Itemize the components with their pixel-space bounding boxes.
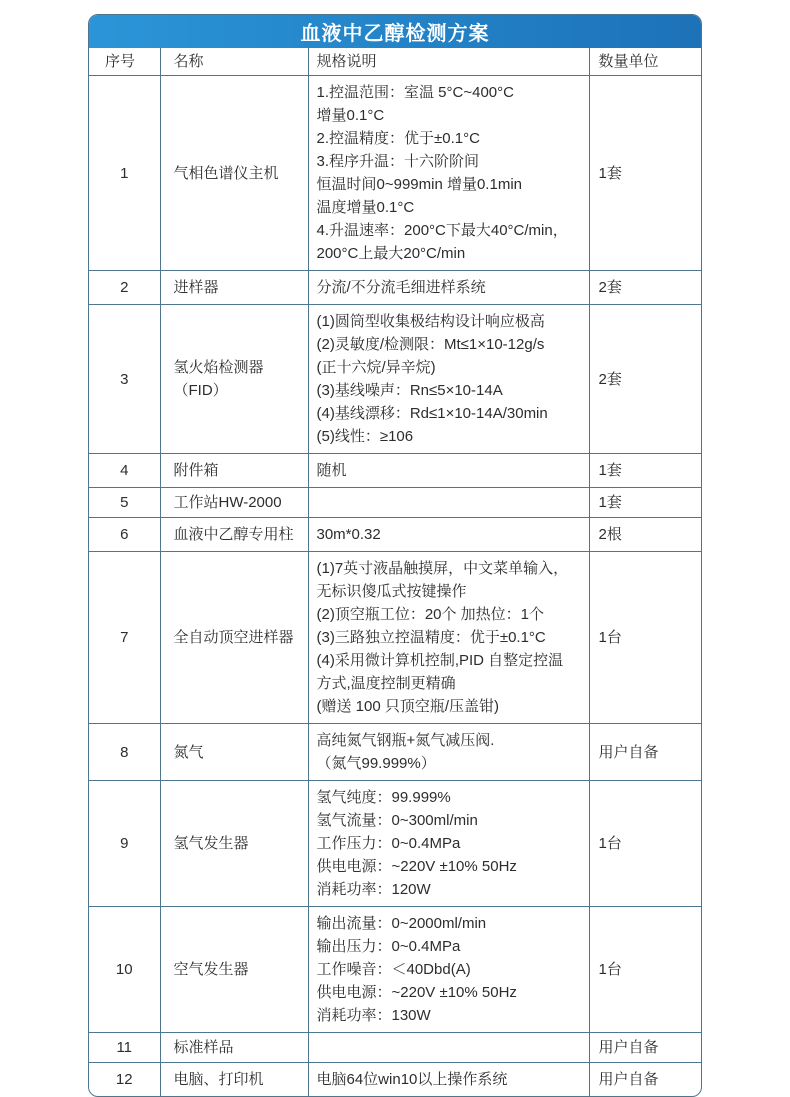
row-number: 11 bbox=[89, 1033, 160, 1063]
table-row bbox=[89, 305, 701, 454]
spec-line: 供电电源：~220V ±10% 50Hz bbox=[316, 858, 517, 875]
table-row bbox=[89, 724, 701, 781]
spec-line: 增量0.1°C bbox=[316, 107, 385, 124]
row-number: 6 bbox=[89, 518, 160, 552]
spec-line: 1.控温范围：室温 5°C~400°C bbox=[316, 84, 514, 101]
table-body bbox=[89, 76, 701, 1097]
quantity-unit: 1台 bbox=[589, 552, 701, 724]
item-name: 附件箱 bbox=[160, 454, 308, 488]
spec-line: 4.升温速率：200°C下最大40°C/min， bbox=[316, 222, 568, 239]
row-number: 2 bbox=[89, 271, 160, 305]
header-cell-no: 序号 bbox=[89, 48, 160, 76]
table-row bbox=[89, 518, 701, 552]
row-number: 12 bbox=[89, 1063, 160, 1097]
spec-text bbox=[308, 305, 589, 454]
row-number: 1 bbox=[89, 76, 160, 271]
spec-line: 输出压力：0~0.4MPa bbox=[316, 938, 461, 955]
spec-line: 电脑64位win10以上操作系统 bbox=[316, 1071, 508, 1088]
table-row bbox=[89, 271, 701, 305]
spec-line: 氢气流量：0~300ml/min bbox=[316, 812, 478, 829]
header-cell-spec: 规格说明 bbox=[308, 48, 589, 76]
spec-line: (1)圆筒型收集极结构设计响应极高 bbox=[316, 313, 545, 330]
spec-text bbox=[308, 1063, 589, 1097]
table-row bbox=[89, 454, 701, 488]
item-name: 标准样品 bbox=[160, 1033, 308, 1063]
spec-text bbox=[308, 518, 589, 552]
spec-line: 输出流量：0~2000ml/min bbox=[316, 915, 487, 932]
quantity-unit: 2根 bbox=[589, 518, 701, 552]
spec-text bbox=[308, 907, 589, 1033]
spec-text bbox=[308, 76, 589, 271]
spec-line: 分流/不分流毛细进样系统 bbox=[316, 279, 486, 296]
spec-line: （氮气99.999%） bbox=[316, 755, 436, 772]
quantity-unit: 用户自备 bbox=[589, 1033, 701, 1063]
table-row bbox=[89, 781, 701, 907]
quantity-unit: 用户自备 bbox=[589, 724, 701, 781]
spec-line: 氢气纯度：99.999% bbox=[316, 789, 451, 806]
spec-table bbox=[89, 48, 701, 1096]
table-row bbox=[89, 76, 701, 271]
spec-text bbox=[308, 552, 589, 724]
quantity-unit: 1套 bbox=[589, 76, 701, 271]
item-name: 血液中乙醇专用柱 bbox=[160, 518, 308, 552]
spec-text bbox=[308, 1033, 589, 1063]
header-cell-name: 名称 bbox=[160, 48, 308, 76]
item-name: 进样器 bbox=[160, 271, 308, 305]
item-name: 气相色谱仪主机 bbox=[160, 76, 308, 271]
row-number: 8 bbox=[89, 724, 160, 781]
item-name: 氢火焰检测器（FID） bbox=[160, 305, 308, 454]
spec-line: 无标识傻瓜式按键操作 bbox=[316, 583, 467, 600]
spec-line: 供电电源：~220V ±10% 50Hz bbox=[316, 984, 517, 1001]
row-number: 10 bbox=[89, 907, 160, 1033]
spec-line: (赠送 100 只顶空瓶/压盖钳) bbox=[316, 698, 500, 715]
table-header-row bbox=[89, 48, 701, 76]
row-number: 7 bbox=[89, 552, 160, 724]
spec-line: 消耗功率：120W bbox=[316, 881, 431, 898]
quantity-unit: 1台 bbox=[589, 781, 701, 907]
spec-line: 2.控温精度：优于±0.1°C bbox=[316, 130, 480, 147]
spec-line: 30m*0.32 bbox=[316, 526, 381, 543]
spec-line: (3)三路独立控温精度：优于±0.1°C bbox=[316, 629, 546, 646]
spec-line: (1)7英寸液晶触摸屏，中文菜单输入， bbox=[316, 560, 569, 577]
table-row bbox=[89, 1063, 701, 1097]
row-number: 5 bbox=[89, 488, 160, 518]
document-title: 血液中乙醇检测方案 bbox=[89, 15, 701, 48]
item-name: 工作站HW-2000 bbox=[160, 488, 308, 518]
spec-text bbox=[308, 454, 589, 488]
spec-line: (4)采用微计算机控制,PID 自整定控温 bbox=[316, 652, 564, 669]
spec-line: (正十六烷/异辛烷) bbox=[316, 359, 436, 376]
quantity-unit: 1台 bbox=[589, 907, 701, 1033]
row-number: 4 bbox=[89, 454, 160, 488]
table-row bbox=[89, 907, 701, 1033]
table-row bbox=[89, 488, 701, 518]
spec-line: (4)基线漂移：Rd≤1×10-14A/30min bbox=[316, 405, 548, 422]
spec-line: 消耗功率：130W bbox=[316, 1007, 431, 1024]
spec-line: 温度增量0.1°C bbox=[316, 199, 415, 216]
spec-line: 工作压力：0~0.4MPa bbox=[316, 835, 461, 852]
spec-line: 3.程序升温：十六阶阶间 bbox=[316, 153, 480, 170]
item-name: 电脑、打印机 bbox=[160, 1063, 308, 1097]
spec-sheet-panel bbox=[88, 14, 702, 1097]
item-name: 氢气发生器 bbox=[160, 781, 308, 907]
spec-line: (5)线性：≥106 bbox=[316, 428, 414, 445]
spec-line: 高纯氮气钢瓶+氮气减压阀. bbox=[316, 732, 495, 749]
quantity-unit: 2套 bbox=[589, 305, 701, 454]
table-row bbox=[89, 552, 701, 724]
spec-line: 方式,温度控制更精确 bbox=[316, 675, 456, 692]
spec-text bbox=[308, 488, 589, 518]
row-number: 9 bbox=[89, 781, 160, 907]
spec-text bbox=[308, 271, 589, 305]
spec-line: (2)顶空瓶工位：20个 加热位：1个 bbox=[316, 606, 545, 623]
spec-line: 200°C上最大20°C/min bbox=[316, 245, 466, 262]
spec-line: 随机 bbox=[316, 462, 347, 479]
spec-line: 恒温时间0~999min 增量0.1min bbox=[316, 176, 522, 193]
item-name: 氮气 bbox=[160, 724, 308, 781]
spec-line: 工作噪音：＜40Dbd(A) bbox=[316, 961, 471, 978]
item-name: 全自动顶空进样器 bbox=[160, 552, 308, 724]
table-row bbox=[89, 1033, 701, 1063]
quantity-unit: 1套 bbox=[589, 488, 701, 518]
spec-line: (2)灵敏度/检测限：Mt≤1×10-12g/s bbox=[316, 336, 545, 353]
header-cell-qty: 数量单位 bbox=[589, 48, 701, 76]
quantity-unit: 2套 bbox=[589, 271, 701, 305]
row-number: 3 bbox=[89, 305, 160, 454]
spec-line: (3)基线噪声：Rn≤5×10-14A bbox=[316, 382, 503, 399]
item-name: 空气发生器 bbox=[160, 907, 308, 1033]
quantity-unit: 用户自备 bbox=[589, 1063, 701, 1097]
spec-text bbox=[308, 781, 589, 907]
quantity-unit: 1套 bbox=[589, 454, 701, 488]
spec-text bbox=[308, 724, 589, 781]
